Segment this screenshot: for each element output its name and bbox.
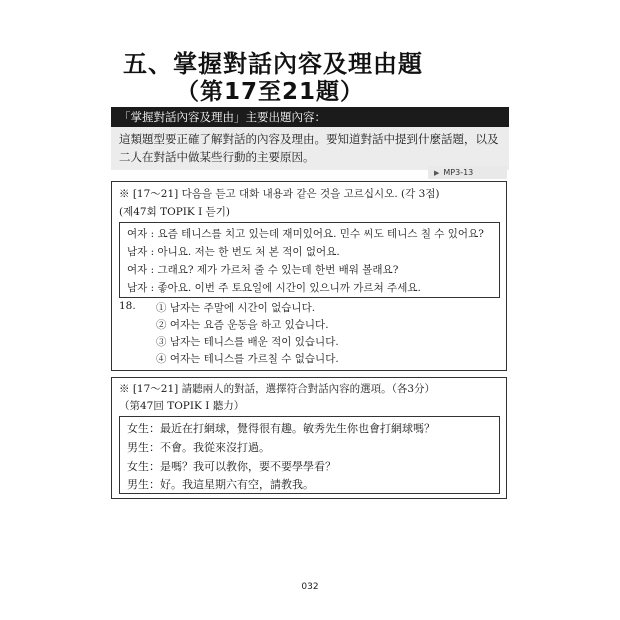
chapter-title: 五、掌握對話內容及理由題 bbox=[123, 50, 423, 78]
chinese-translation-box bbox=[111, 377, 507, 499]
dialogue-line: 女生：最近在打網球，覺得很有趣。敏秀先生你也會打網球嗎？ bbox=[127, 422, 435, 435]
chapter-subtitle: （第17至21題） bbox=[176, 79, 365, 105]
korean-question-box bbox=[111, 181, 507, 371]
chinese-instruction: ※ [17～21] 請聽兩人的對話，選擇符合對話內容的選項。（各3分） bbox=[119, 383, 436, 395]
dialogue-line: 여자 : 요즘 테니스를 치고 있는데 재미있어요. 민수 씨도 테니스 칠 수 있어요? bbox=[127, 228, 484, 240]
answer-option-4[interactable]: ④ 여자는 테니스를 가르칠 수 없습니다. bbox=[156, 353, 339, 365]
answer-option-2[interactable]: ② 여자는 요즘 운동을 하고 있습니다. bbox=[156, 319, 329, 331]
dialogue-line: 女生：是嗎？我可以教你，要不要學學看？ bbox=[127, 460, 336, 473]
section-info-box bbox=[111, 107, 509, 170]
answer-option-1[interactable]: ① 남자는 주말에 시간이 없습니다. bbox=[156, 302, 316, 314]
section-label: 「掌握對話內容及理由」主要出題內容： bbox=[111, 107, 509, 127]
section-description bbox=[111, 127, 509, 170]
dialogue-line: 남자 : 좋아요. 이번 주 토요일에 시간이 있으니까 가르쳐 주세요. bbox=[127, 282, 421, 294]
dialogue-line: 男生：好。我這星期六有空，請教我。 bbox=[127, 478, 314, 491]
audio-track-label: MP3-13 bbox=[443, 168, 474, 177]
chinese-source: （第47回 TOPIK I 聽力） bbox=[119, 400, 245, 412]
play-icon: ▶ bbox=[434, 169, 440, 177]
korean-source: (제47회 TOPIK I 듣기) bbox=[119, 206, 230, 218]
section-desc-line: 二人在對話中做某些行動的主要原因。 bbox=[119, 150, 315, 164]
page-number: 032 bbox=[301, 582, 319, 592]
section-desc-line: 這類題型要正確了解對話的內容及理由。要知道對話中提到什麼話題，以及 bbox=[119, 132, 499, 146]
korean-instruction: ※ [17～21] 다음을 듣고 대화 내용과 같은 것을 고르십시오. (각 3점) bbox=[119, 188, 440, 200]
answer-option-3[interactable]: ③ 남자는 테니스를 배운 적이 있습니다. bbox=[156, 336, 339, 348]
chinese-dialogue-box bbox=[119, 416, 500, 494]
korean-dialogue-box bbox=[119, 222, 500, 298]
question-number: 18. bbox=[119, 300, 136, 312]
dialogue-line: 남자 : 아니요. 저는 한 번도 처 본 적이 없어요. bbox=[127, 246, 340, 258]
dialogue-line: 男生：不會。我從來沒打過。 bbox=[127, 441, 270, 454]
dialogue-line: 여자 : 그래요? 제가 가르처 줄 수 있는데 한번 배워 볼래요? bbox=[127, 264, 399, 276]
audio-track-badge[interactable] bbox=[428, 166, 507, 179]
